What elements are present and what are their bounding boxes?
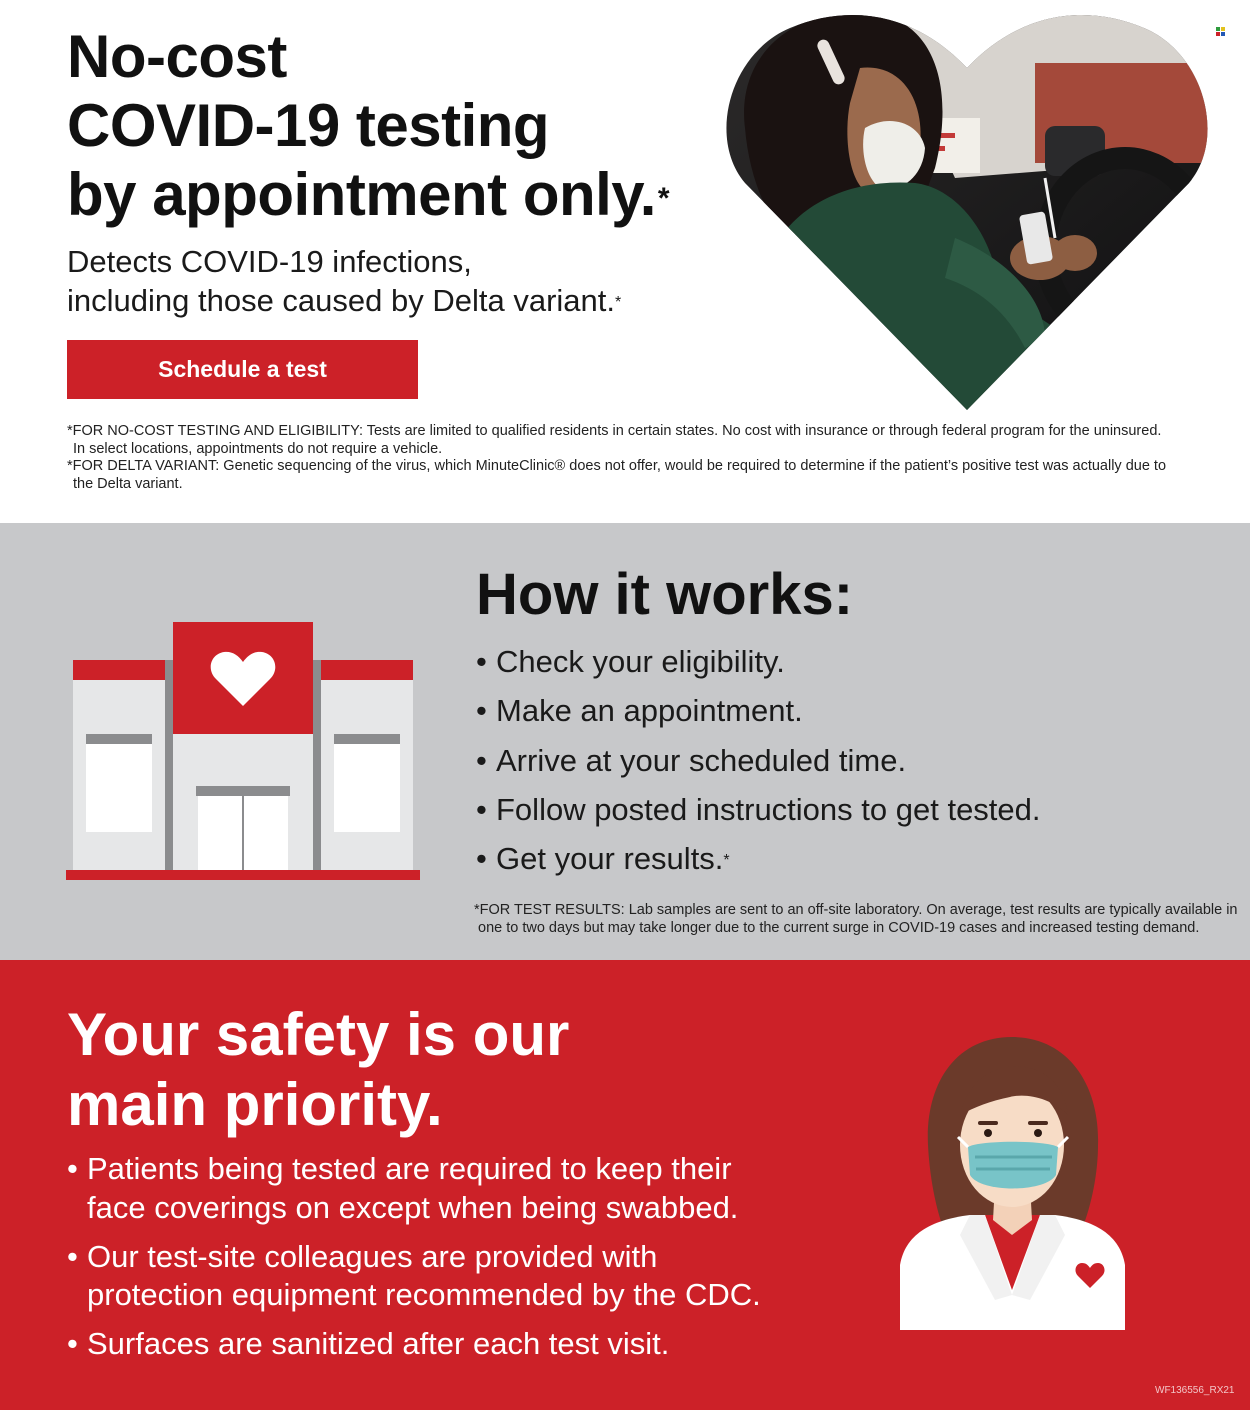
step-text: Check your eligibility. xyxy=(496,644,785,679)
list-row xyxy=(67,1325,761,1364)
list-item xyxy=(67,1238,761,1315)
bullet: • xyxy=(67,1238,78,1274)
list-row: face coverings on except when being swabbed. xyxy=(87,1189,739,1225)
safety-title-line: Your safety is our xyxy=(67,1001,570,1068)
list-item xyxy=(67,1325,761,1364)
footnote-mark: * xyxy=(723,852,730,870)
safety-text: Our test-site colleagues are provided with xyxy=(87,1238,658,1274)
step-text: Make an appointment. xyxy=(496,693,803,729)
safety-title xyxy=(67,1000,569,1140)
footnote-mark: * xyxy=(615,294,622,311)
list-item xyxy=(476,785,1041,834)
list-row xyxy=(67,1238,761,1277)
nurse-illustration xyxy=(900,1035,1125,1330)
disclaimer-line: the Delta variant. xyxy=(73,475,183,492)
heart-photo xyxy=(725,8,1209,410)
corner-mark-icon xyxy=(1216,27,1225,36)
bullet: • xyxy=(476,693,487,729)
disclaimer-line: *FOR NO-COST TESTING AND ELIGIBILITY: Tests are limited to qualified residents in certain states. No cost with insurance or through federal program for the uninsured. xyxy=(67,423,1162,439)
disclaimer-line: *FOR TEST RESULTS: Lab samples are sent to an off-site laboratory. On average, test results are typically available in xyxy=(474,902,1238,918)
how-it-works-title: How it works: xyxy=(476,562,854,627)
bullet: • xyxy=(476,791,487,827)
disclaimer-line: In select locations, appointments do not require a vehicle. xyxy=(73,440,443,457)
bullet: • xyxy=(476,644,487,679)
headline-text: by appointment only. xyxy=(67,161,656,228)
list-item xyxy=(476,686,1041,735)
list-item xyxy=(67,1150,761,1227)
bullet: • xyxy=(476,841,487,877)
results-disclaimer xyxy=(474,902,1238,937)
list-item xyxy=(476,637,1041,686)
eligibility-disclaimer xyxy=(67,423,1187,493)
bullet: • xyxy=(67,1151,78,1186)
footnote-mark: * xyxy=(657,182,670,215)
subhead-line xyxy=(67,281,707,320)
safety-text: Patients being tested are required to keep their xyxy=(87,1151,732,1186)
headline-line: COVID-19 testing xyxy=(67,92,550,159)
list-row xyxy=(67,1150,761,1189)
safety-text: Surfaces are sanitized after each test visit. xyxy=(87,1326,670,1361)
step-text: Arrive at your scheduled time. xyxy=(496,742,907,778)
store-icon xyxy=(66,622,420,884)
bullet: • xyxy=(67,1326,78,1361)
disclaimer-line: *FOR DELTA VARIANT: Genetic sequencing of the virus, which MinuteClinic® does not offer, would be required to determine if the patient’s positive test was actually due to xyxy=(67,458,1167,474)
document-code: WF136556_RX21 xyxy=(1155,1385,1235,1396)
hero-headline xyxy=(67,22,727,229)
safety-list xyxy=(67,1150,761,1374)
steps-list xyxy=(476,637,1041,883)
bullet: • xyxy=(476,742,487,778)
headline-line: No-cost xyxy=(67,23,287,90)
disclaimer-line: one to two days but may take longer due to the current surge in COVID-19 cases and increased testing demand. xyxy=(478,919,1200,936)
step-text: Follow posted instructions to get tested. xyxy=(496,791,1041,827)
subhead-text: including those caused by Delta variant. xyxy=(67,283,615,318)
step-text: Get your results. xyxy=(496,841,724,877)
list-row: protection equipment recommended by the CDC. xyxy=(87,1277,761,1312)
testing-hero-section xyxy=(0,0,1250,523)
list-item xyxy=(476,736,1041,785)
list-item xyxy=(476,834,1041,883)
subhead-line: Detects COVID-19 infections, xyxy=(67,244,472,279)
hero-subhead xyxy=(67,242,707,320)
safety-title-line: main priority. xyxy=(67,1071,443,1138)
headline-line xyxy=(67,160,727,229)
schedule-test-button[interactable]: Schedule a test xyxy=(67,340,418,399)
